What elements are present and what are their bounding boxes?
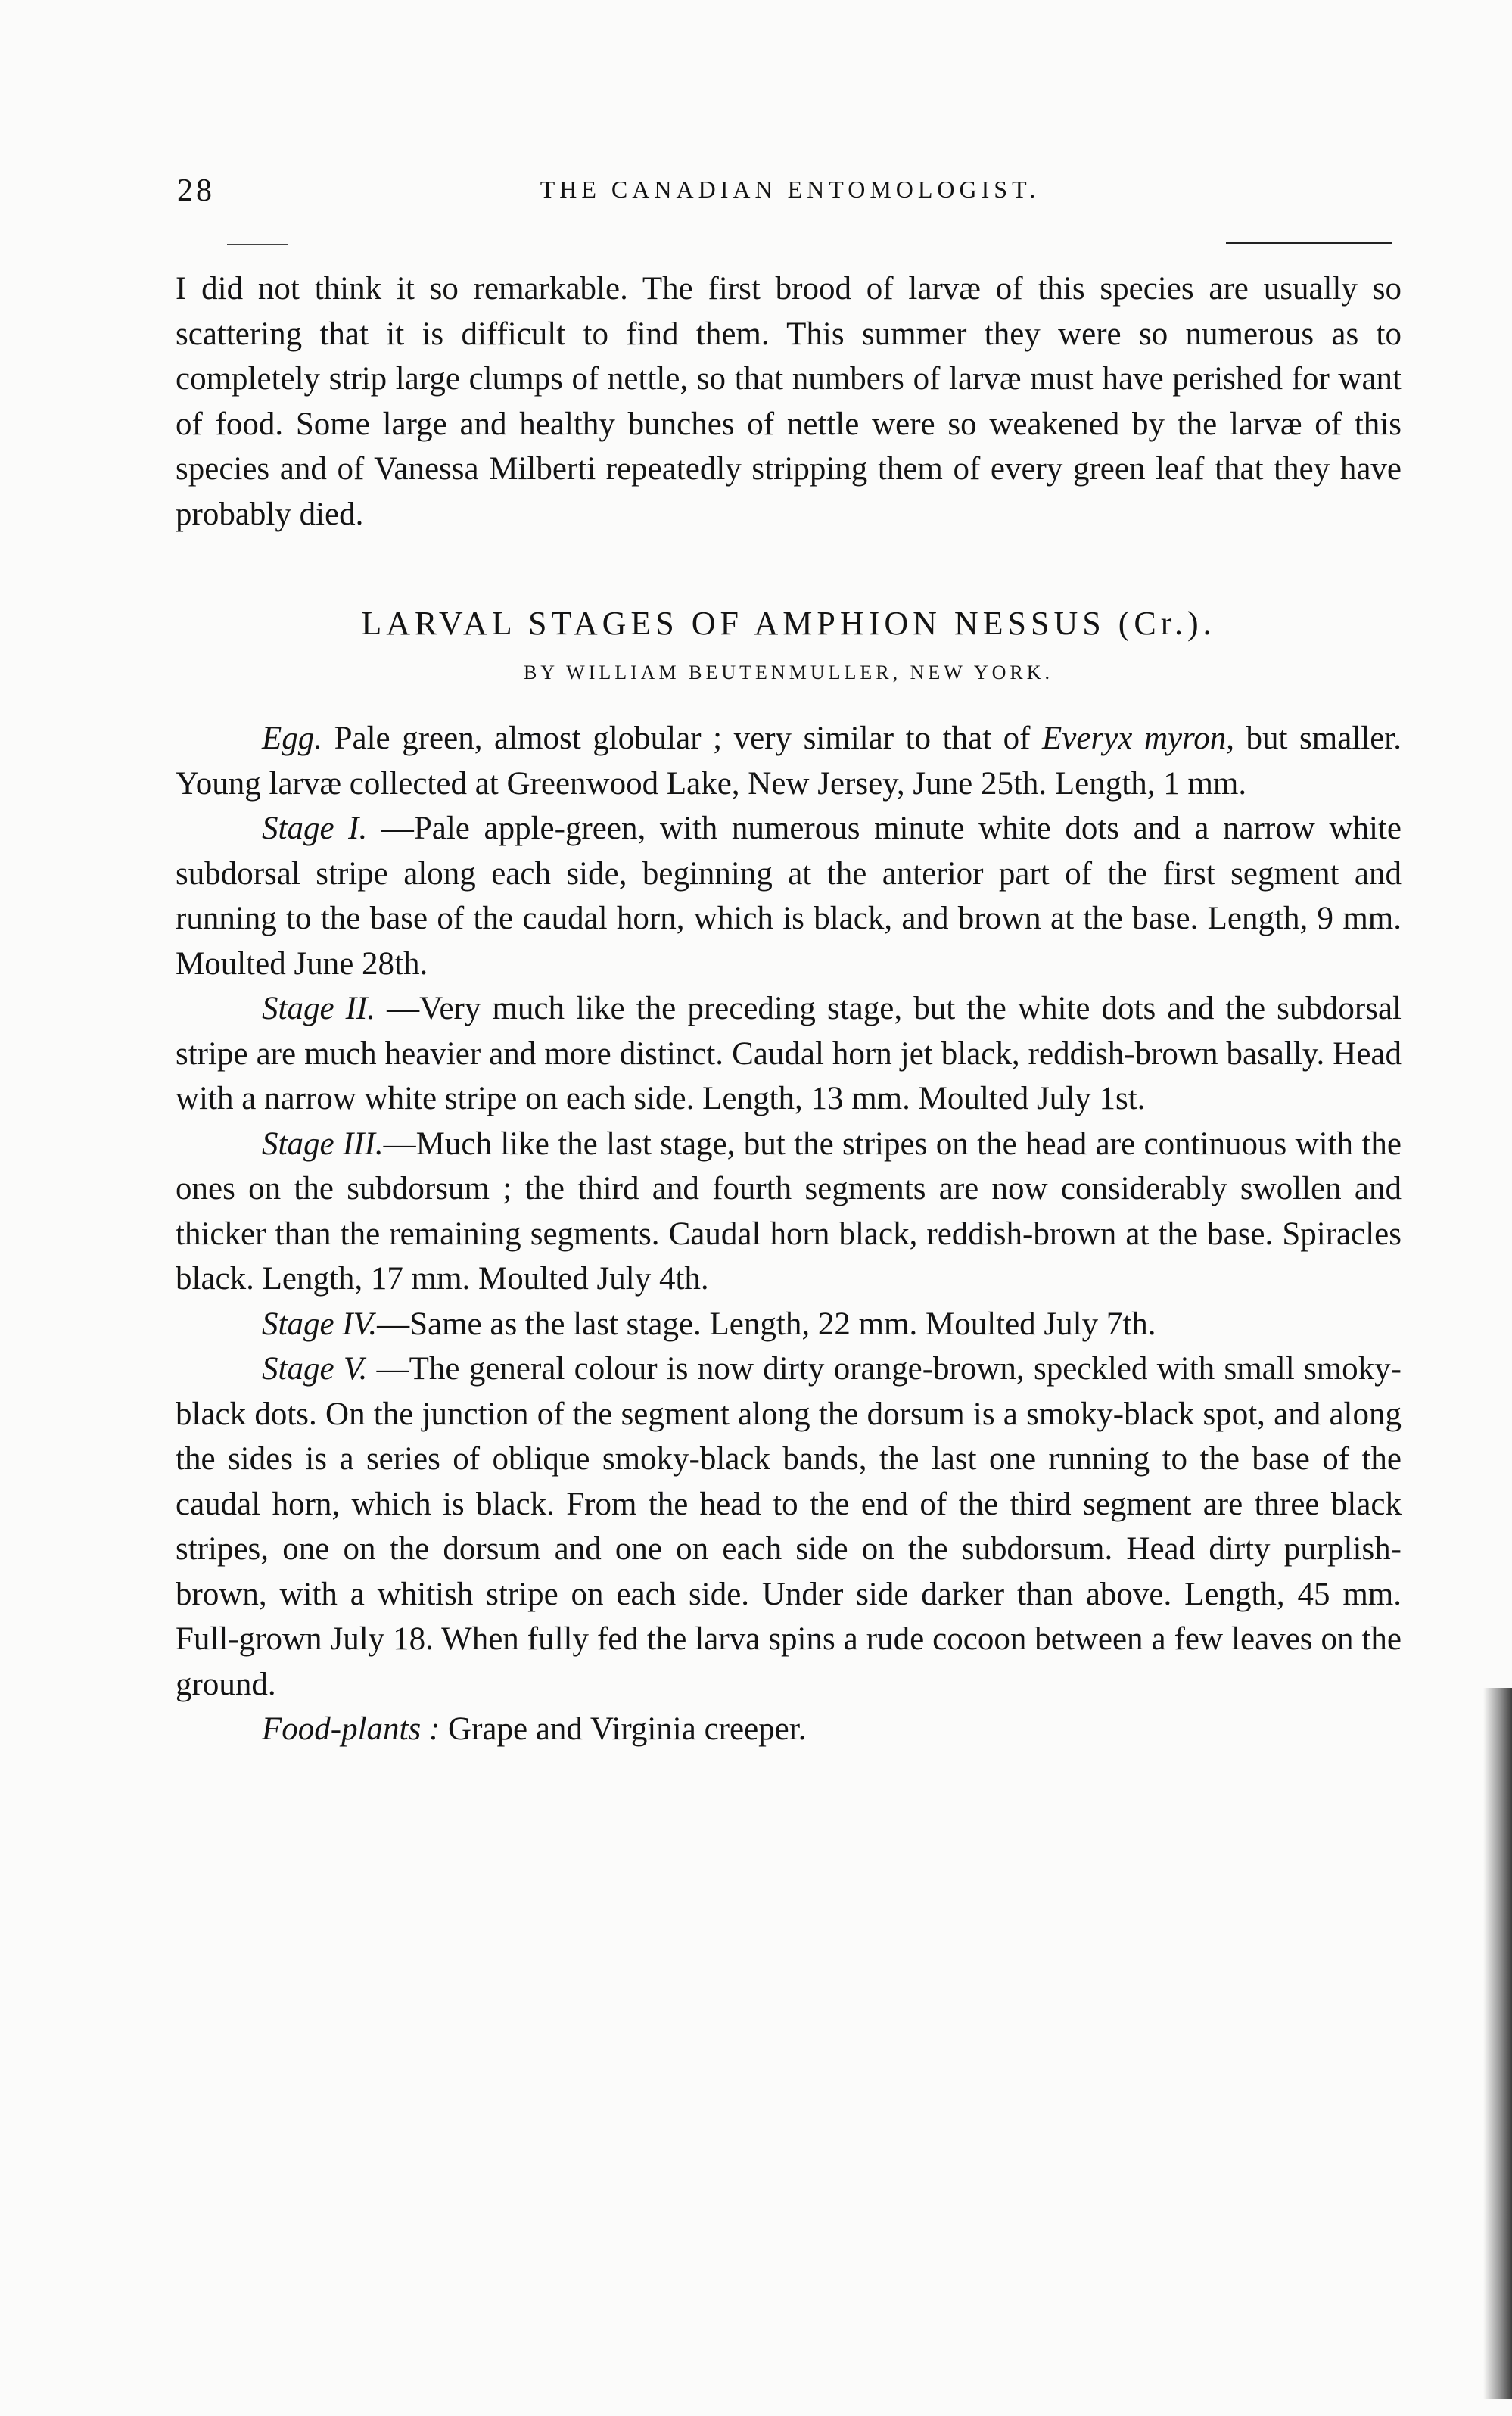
intro-paragraph: I did not think it so remarkable. The first brood of larvæ of this species are usually so scattering that it is difficult to find them. This summer they were so numerous as to completely strip large clumps of nettle, so that numbers of larvæ must have perished for want of food. Some large and healthy bunches of nettle were so weakened by the larvæ of this species and of Vanessa Milberti repeatedly stripping them of every green leaf that they have probably died.: [176, 271, 1402, 532]
stage-text: —Same as the last stage. Length, 22 mm. Moulted July 7th.: [377, 1306, 1156, 1342]
egg-label: Egg.: [262, 721, 323, 756]
egg-species: Everyx myron: [1042, 721, 1227, 756]
stage-label: Stage I.: [262, 811, 368, 846]
article-body: [176, 716, 1402, 1752]
stage-text: —The general colour is now dirty orange-brown, speckled with small smoky-black dots. On the junction of the segment along the dorsum is a smoky-black spot, and along the sides is a series of oblique smoky-black bands, the last one running to the base of the caudal horn, which is black. From the head to the end of the third segment are three black stripes, one on the dorsum and one on each side on the subdorsum. Head dirty purplish-brown, with a whitish stripe on each side. Under side darker than above. Length, 45 mm. Full-grown July 18. When fully fed the larva spins a rude cocoon between a few leaves on the ground.: [176, 1351, 1402, 1702]
page-header: [177, 173, 1403, 218]
page-number: 28: [177, 173, 215, 208]
stage-label: Stage III.: [262, 1125, 384, 1162]
stage-text: —Much like the last stage, but the stripes on the head are continuous with the ones on the subdorsum ; the third and fourth segments are now considerably swollen and thicker than the remaining segments. Caudal horn black, reddish-brown at the base. Spiracles black. Length, 17 mm. Moulted July 4th.: [176, 1125, 1402, 1297]
stage-text: —Very much like the preceding stage, but the white dots and the subdorsal stripe are much heavier and more distinct. Caudal horn jet black, reddish-brown basally. Head with a narrow white stripe on each side. Length, 13 mm. Moulted July 1st.: [176, 991, 1402, 1116]
header-rule-right: [1226, 242, 1392, 244]
egg-paragraph: [176, 716, 1402, 806]
egg-text-a: Pale green, almost globular ; very similar to that of: [322, 721, 1043, 756]
article-byline: BY WILLIAM BEUTENMULLER, NEW YORK.: [523, 662, 1054, 683]
food-plants-label: Food-plants :: [262, 1711, 440, 1747]
stage-1-paragraph: [176, 806, 1402, 986]
running-title: THE CANADIAN ENTOMOLOGIST.: [540, 176, 1041, 203]
stage-3-paragraph: [176, 1122, 1402, 1302]
stage-label: Stage IV.: [262, 1306, 378, 1342]
article-title: LARVAL STAGES OF AMPHION NESSUS (Cr.).: [361, 605, 1216, 642]
stage-5-paragraph: [176, 1347, 1402, 1707]
food-plants-paragraph: [176, 1707, 1402, 1752]
page-edge-shadow: [1473, 1688, 1512, 2399]
stage-label: Stage II.: [262, 991, 376, 1026]
intro-block: [176, 266, 1402, 537]
stage-text: —Pale apple-green, with numerous minute white dots and a narrow white subdorsal stripe along each side, beginning at the anterior part of the first segment and running to the base of the caudal horn, which is black, and brown at the base. Length, 9 mm. Moulted June 28th.: [176, 811, 1402, 982]
header-rule-left: [227, 244, 288, 245]
stage-2-paragraph: [176, 986, 1402, 1122]
stage-label: Stage V.: [262, 1351, 368, 1387]
stage-4-paragraph: [176, 1302, 1402, 1347]
food-plants-text: Grape and Virginia creeper.: [440, 1711, 807, 1747]
egg-text-b: , but smaller. Young larvæ collected at Greenwood Lake, New Jersey, June 25th. Length, 1 mm.: [176, 721, 1402, 802]
